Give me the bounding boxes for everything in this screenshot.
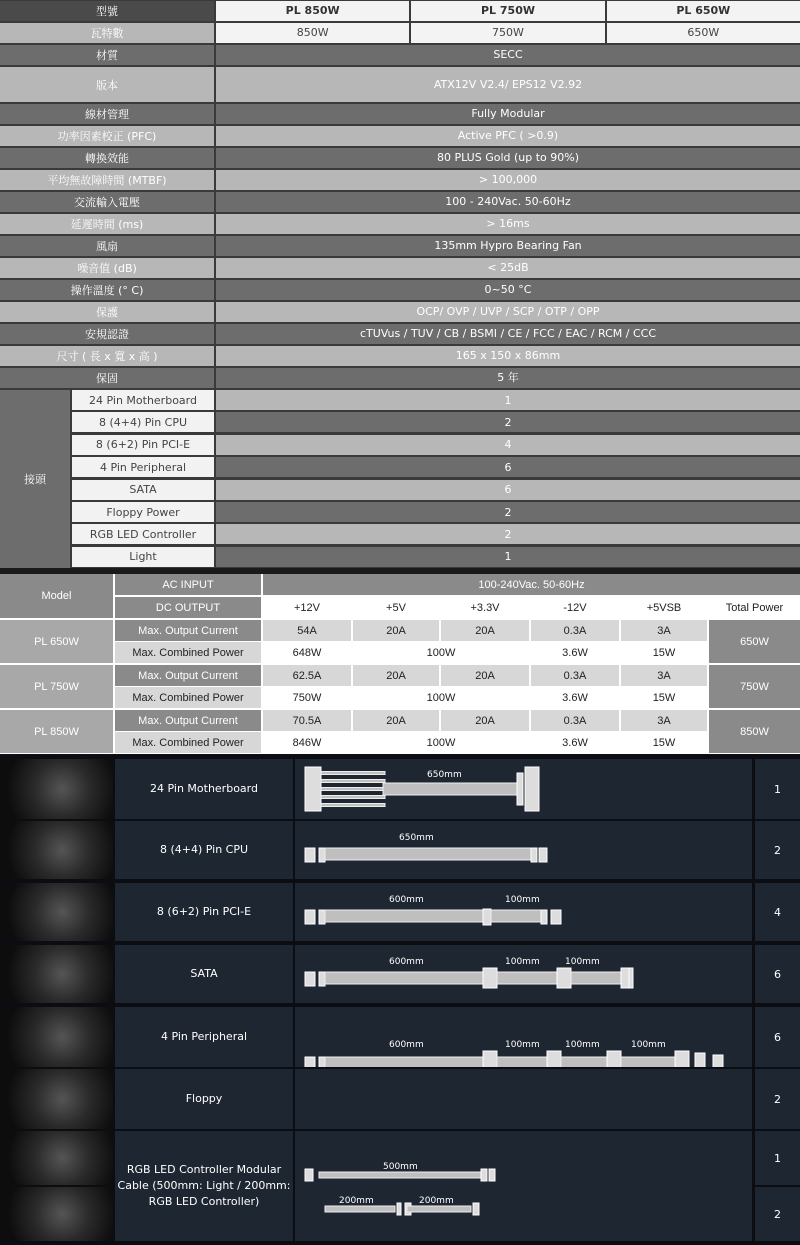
current-value: 0.3A	[531, 710, 619, 731]
wattage-value: 850W	[216, 23, 409, 43]
ac-input-value: 100-240Vac. 50-60Hz	[263, 574, 800, 595]
connector-row	[72, 412, 800, 432]
length-label: 600mm	[389, 1040, 424, 1050]
rail-header: -12V	[531, 597, 619, 618]
cable-wire	[325, 972, 483, 984]
spec-row	[0, 236, 800, 256]
wattage-value: 750W	[411, 23, 604, 43]
cable-wire	[325, 848, 531, 860]
cable-row	[0, 1069, 800, 1129]
spec-label: 操作溫度 (° C)	[0, 280, 214, 300]
connector-plug	[483, 909, 491, 925]
model-header: PL 850W	[216, 1, 409, 21]
power-label: Max. Combined Power	[115, 642, 261, 663]
model-name: PL 650W	[0, 620, 113, 663]
cable-photo	[0, 1069, 113, 1129]
cable-row	[0, 945, 800, 1003]
cable-wire	[497, 972, 557, 984]
cable-photo	[0, 1131, 113, 1185]
cable-diagram	[295, 1007, 752, 1067]
current-value: 70.5A	[263, 710, 351, 731]
spec-row	[0, 45, 800, 65]
model-header: Model	[0, 574, 113, 618]
spec-value: > 100,000	[216, 170, 800, 190]
connector-row	[72, 435, 800, 455]
connector-plug	[319, 972, 325, 986]
spec-value: 165 x 150 x 86mm	[216, 346, 800, 366]
spec-row	[0, 148, 800, 168]
power-value: 846W	[263, 732, 351, 753]
connector-plug	[305, 848, 315, 862]
model-name: PL 750W	[0, 665, 113, 708]
spec-value: Fully Modular	[216, 104, 800, 124]
power-value: 100W	[353, 687, 529, 708]
cable-wire	[321, 788, 385, 791]
spec-label: 延遲時間 (ms)	[0, 214, 214, 234]
spec-label: 線材管理	[0, 104, 214, 124]
connector-count: 1	[216, 390, 800, 410]
cable-quantity: 1	[755, 1131, 800, 1185]
spec-value: 5 年	[216, 368, 800, 388]
model-name: PL 850W	[0, 710, 113, 753]
length-label: 600mm	[389, 957, 424, 967]
cable-wire	[321, 780, 385, 783]
length-label: 100mm	[505, 1040, 540, 1050]
connector-plug	[525, 767, 539, 811]
connector-plug	[319, 848, 325, 862]
cable-wire	[561, 1057, 607, 1067]
length-label: 100mm	[505, 895, 540, 905]
cable-wire	[321, 796, 385, 799]
connector-plug	[607, 1051, 621, 1067]
cable-row	[0, 883, 800, 941]
connector-row	[72, 457, 800, 477]
spec-label: 功率因素校正 (PFC)	[0, 126, 214, 146]
connector-count: 2	[216, 502, 800, 522]
ac-input-label: AC INPUT	[115, 574, 261, 595]
cable-list	[0, 755, 800, 1245]
cable-wire	[383, 783, 517, 795]
total-power-header: Total Power	[709, 597, 800, 618]
cable-diagram	[295, 883, 752, 941]
current-value: 54A	[263, 620, 351, 641]
cable-diagram	[295, 945, 752, 1003]
cable-drawing	[295, 821, 752, 879]
cable-wire	[325, 910, 483, 922]
cable-name: 8 (6+2) Pin PCI-E	[115, 883, 293, 941]
current-value: 0.3A	[531, 620, 619, 641]
length-label: 200mm	[339, 1196, 374, 1206]
cable-drawing	[295, 1069, 752, 1129]
connector-plug	[541, 910, 547, 924]
spec-value: 100 - 240Vac. 50-60Hz	[216, 192, 800, 212]
connector-name: 4 Pin Peripheral	[72, 457, 214, 477]
cable-name: 4 Pin Peripheral	[115, 1007, 293, 1067]
cable-wire	[325, 1206, 395, 1212]
spec-value: > 16ms	[216, 214, 800, 234]
cable-name: 8 (4+4) Pin CPU	[115, 821, 293, 879]
current-value: 3A	[621, 665, 707, 686]
spec-value: cTUVus / TUV / CB / BSMI / CE / FCC / EAC / RCM / CCC	[216, 324, 800, 344]
current-value: 20A	[441, 620, 529, 641]
connector-name: SATA	[72, 480, 214, 500]
power-value: 750W	[263, 687, 351, 708]
cable-drawing	[295, 1131, 752, 1241]
current-value: 20A	[441, 665, 529, 686]
current-value: 3A	[621, 620, 707, 641]
connector-plug	[483, 1051, 497, 1067]
spec-value: ATX12V V2.4/ EPS12 V2.92	[216, 67, 800, 102]
power-value: 15W	[621, 687, 707, 708]
cable-photo	[0, 821, 113, 879]
spec-row	[0, 67, 800, 102]
connector-name: Floppy Power	[72, 502, 214, 522]
connector-plug	[397, 1203, 401, 1215]
current-label: Max. Output Current	[115, 710, 261, 731]
connector-plug	[319, 910, 325, 924]
connector-plug	[305, 1057, 315, 1067]
connector-row	[72, 390, 800, 410]
connector-name: 24 Pin Motherboard	[72, 390, 214, 410]
model-header: PL 750W	[411, 1, 604, 21]
spec-row	[0, 324, 800, 344]
connector-plug	[539, 848, 547, 862]
connector-count: 1	[216, 547, 800, 567]
connector-name: 8 (6+2) Pin PCI-E	[72, 435, 214, 455]
spec-row	[0, 104, 800, 124]
wattage-label: 瓦特數	[0, 23, 214, 43]
power-value: 100W	[353, 642, 529, 663]
connector-plug	[489, 1169, 495, 1181]
connector-name: 8 (4+4) Pin CPU	[72, 412, 214, 432]
wattage-row	[0, 23, 800, 43]
total-power-value: 650W	[709, 620, 800, 663]
connector-row	[72, 524, 800, 544]
connector-count: 2	[216, 412, 800, 432]
connector-plug	[547, 1051, 561, 1067]
cable-photo	[0, 1007, 113, 1067]
connector-plug	[319, 1057, 325, 1067]
spec-row	[0, 280, 800, 300]
cable-quantity: 4	[755, 883, 800, 941]
cable-wire	[497, 1057, 547, 1067]
connector-plug	[473, 1203, 479, 1215]
current-label: Max. Output Current	[115, 620, 261, 641]
cable-wire	[321, 804, 385, 807]
power-value: 3.6W	[531, 687, 619, 708]
current-label: Max. Output Current	[115, 665, 261, 686]
power-value: 15W	[621, 642, 707, 663]
cable-name: 24 Pin Motherboard	[115, 759, 293, 819]
model-header: PL 650W	[607, 1, 800, 21]
output-table	[0, 574, 800, 754]
wattage-value: 650W	[607, 23, 800, 43]
connector-count: 4	[216, 435, 800, 455]
cable-wire	[321, 772, 385, 775]
cable-wire	[319, 1172, 481, 1178]
cable-name: Floppy	[115, 1069, 293, 1129]
cable-quantity: 2	[755, 821, 800, 879]
cable-wire	[491, 910, 541, 922]
cable-quantity: 6	[755, 945, 800, 1003]
cable-diagram	[295, 1069, 752, 1129]
cable-wire	[621, 1057, 675, 1067]
connector-count: 6	[216, 480, 800, 500]
connector-plug	[629, 968, 633, 988]
current-value: 20A	[353, 710, 439, 731]
spec-label: 轉換效能	[0, 148, 214, 168]
rail-header: +3.3V	[441, 597, 529, 618]
length-label: 600mm	[389, 895, 424, 905]
connectors-label: 接頭	[0, 390, 70, 568]
cable-name: SATA	[115, 945, 293, 1003]
cable-photo	[0, 883, 113, 941]
total-power-value: 750W	[709, 665, 800, 708]
connector-row	[72, 480, 800, 500]
connector-plug	[557, 968, 571, 988]
power-value: 648W	[263, 642, 351, 663]
cable-wire	[325, 1057, 483, 1067]
spec-label: 材質	[0, 45, 214, 65]
spec-row	[0, 346, 800, 366]
power-value: 15W	[621, 732, 707, 753]
cable-quantity: 2	[755, 1187, 800, 1241]
spec-label: 保固	[0, 368, 214, 388]
spec-row	[0, 302, 800, 322]
cable-row	[0, 1007, 800, 1067]
spec-row	[0, 258, 800, 278]
current-value: 20A	[441, 710, 529, 731]
total-power-value: 850W	[709, 710, 800, 753]
spec-value: 135mm Hypro Bearing Fan	[216, 236, 800, 256]
spec-label: 安規認證	[0, 324, 214, 344]
connector-plug	[531, 848, 537, 862]
spec-value: OCP/ OVP / UVP / SCP / OTP / OPP	[216, 302, 800, 322]
cable-diagram	[295, 759, 752, 819]
spec-value: 0~50 °C	[216, 280, 800, 300]
cable-drawing	[295, 1007, 752, 1067]
spec-row	[0, 170, 800, 190]
cable-diagram	[295, 1131, 752, 1241]
cable-quantity: 6	[755, 1007, 800, 1067]
cable-row	[0, 1131, 800, 1241]
current-value: 3A	[621, 710, 707, 731]
cable-drawing	[295, 759, 752, 819]
connector-count: 2	[216, 524, 800, 544]
spec-label: 保護	[0, 302, 214, 322]
spec-table	[0, 0, 800, 568]
power-label: Max. Combined Power	[115, 732, 261, 753]
spec-row	[0, 192, 800, 212]
cable-drawing	[295, 883, 752, 941]
power-value: 100W	[353, 732, 529, 753]
cable-photo	[0, 1187, 113, 1241]
connector-plug	[305, 767, 321, 811]
rail-header: +5VSB	[621, 597, 707, 618]
length-label: 100mm	[505, 957, 540, 967]
connector-plug	[675, 1051, 689, 1067]
spec-label: 噪音值 (dB)	[0, 258, 214, 278]
power-label: Max. Combined Power	[115, 687, 261, 708]
length-label: 200mm	[419, 1196, 454, 1206]
connector-plug	[551, 910, 561, 924]
cable-quantity: 2	[755, 1069, 800, 1129]
connector-row	[72, 502, 800, 522]
spec-row	[0, 368, 800, 388]
connector-row	[72, 547, 800, 567]
spec-label: 平均無故障時間 (MTBF)	[0, 170, 214, 190]
spec-label: 版本	[0, 67, 214, 102]
spec-value: SECC	[216, 45, 800, 65]
connector-plug	[713, 1055, 723, 1067]
connector-name: RGB LED Controller	[72, 524, 214, 544]
connector-plug	[305, 1169, 313, 1181]
spec-value: 80 PLUS Gold (up to 90%)	[216, 148, 800, 168]
connector-plug	[305, 910, 315, 924]
cable-wire	[407, 1206, 471, 1212]
cable-row	[0, 759, 800, 819]
cable-diagram	[295, 821, 752, 879]
header-label: 型號	[0, 1, 214, 21]
connector-name: Light	[72, 547, 214, 567]
dc-output-label: DC OUTPUT	[115, 597, 261, 618]
connector-plug	[517, 773, 523, 805]
length-label: 100mm	[631, 1040, 666, 1050]
spec-label: 交流輸入電壓	[0, 192, 214, 212]
cable-wire	[571, 972, 621, 984]
length-label: 100mm	[565, 1040, 600, 1050]
spec-value: Active PFC ( >0.9)	[216, 126, 800, 146]
current-value: 62.5A	[263, 665, 351, 686]
cable-name: RGB LED Controller Modular Cable (500mm: Light / 200mm: RGB LED Controller)	[115, 1131, 293, 1241]
connector-plug	[483, 968, 497, 988]
spec-label: 風扇	[0, 236, 214, 256]
power-value: 3.6W	[531, 732, 619, 753]
spec-row	[0, 214, 800, 234]
length-label: 500mm	[383, 1162, 418, 1172]
cable-photo	[0, 759, 113, 819]
spec-label: 尺寸 ( 長 x 寬 x 高 )	[0, 346, 214, 366]
current-value: 20A	[353, 620, 439, 641]
rail-header: +5V	[353, 597, 439, 618]
header-row	[0, 1, 800, 21]
length-label: 100mm	[565, 957, 600, 967]
cable-quantity: 1	[755, 759, 800, 819]
connector-plug	[481, 1169, 487, 1181]
connector-plug	[305, 972, 315, 986]
power-value: 3.6W	[531, 642, 619, 663]
connector-count: 6	[216, 457, 800, 477]
rail-header: +12V	[263, 597, 351, 618]
spec-row	[0, 126, 800, 146]
spec-value: < 25dB	[216, 258, 800, 278]
current-value: 20A	[353, 665, 439, 686]
current-value: 0.3A	[531, 665, 619, 686]
cable-photo	[0, 945, 113, 1003]
cable-row	[0, 821, 800, 879]
cable-drawing	[295, 945, 752, 1003]
length-label: 650mm	[399, 833, 434, 843]
connector-plug	[695, 1053, 705, 1067]
length-label: 650mm	[427, 770, 462, 780]
